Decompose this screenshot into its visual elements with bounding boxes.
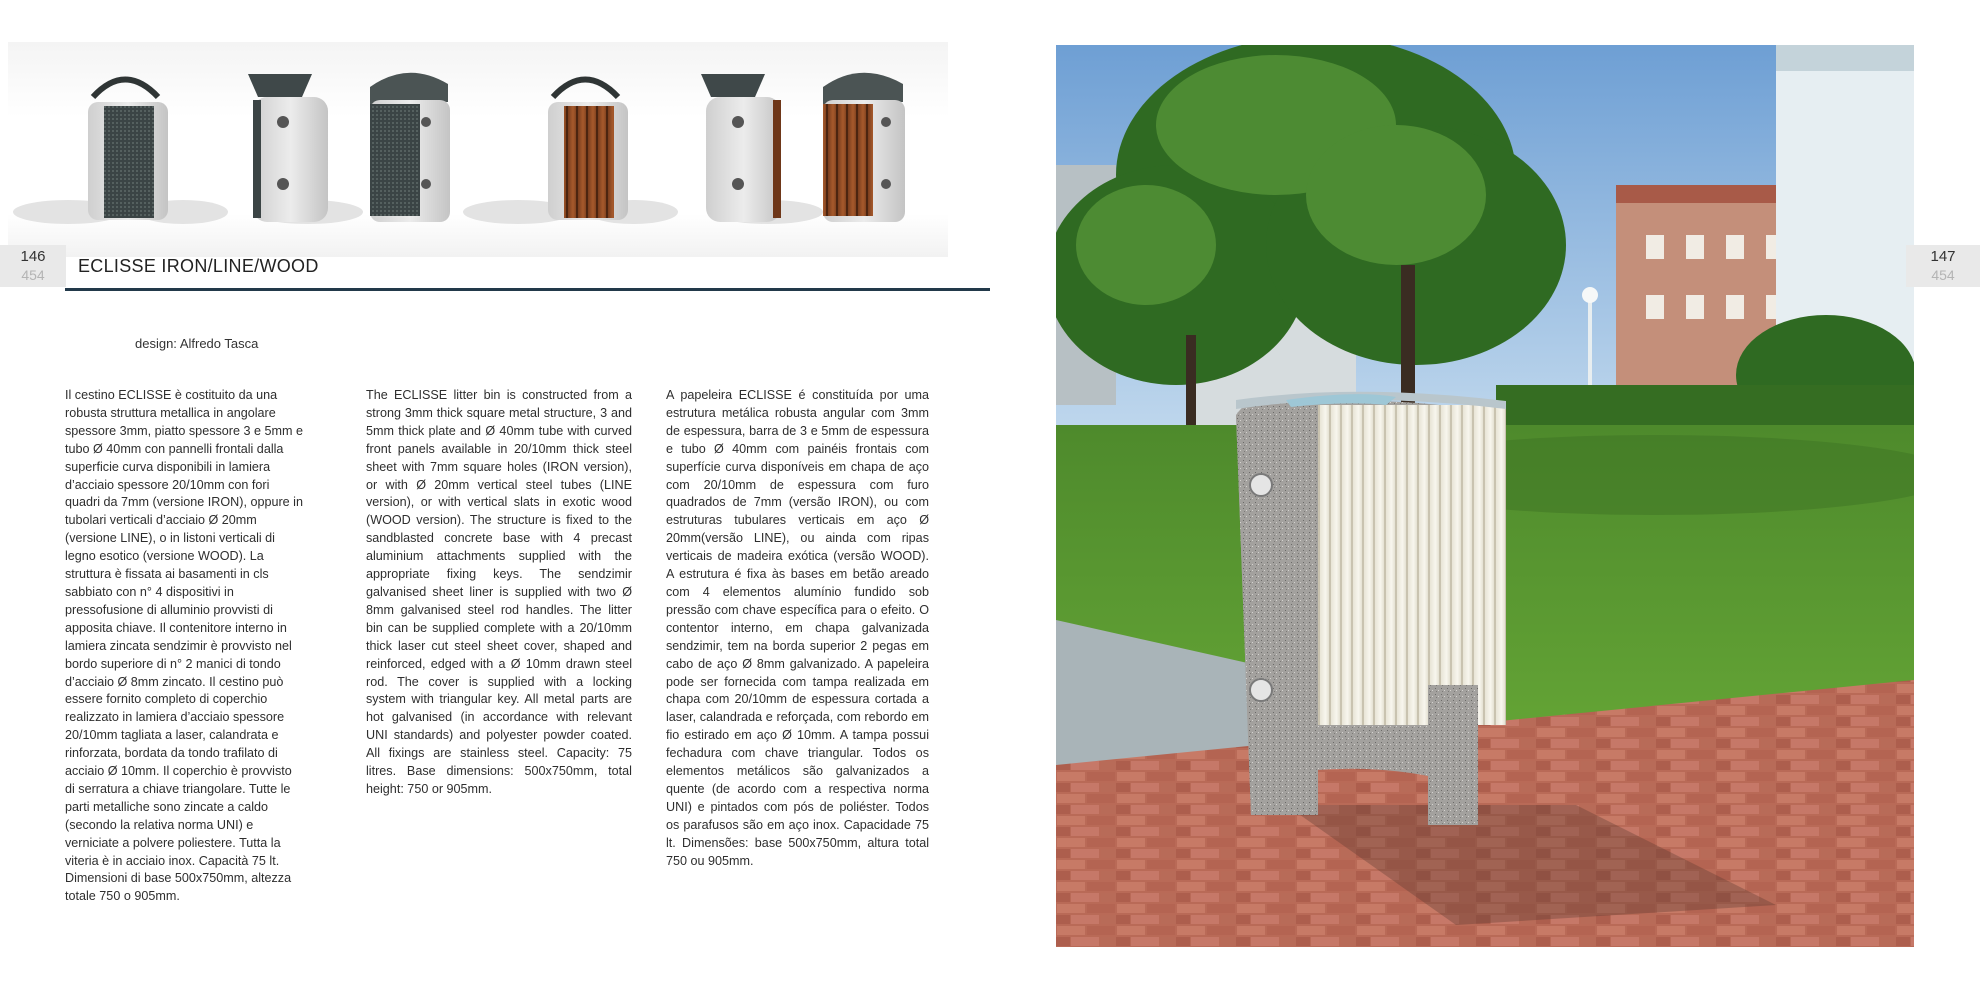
page-number: 146	[20, 248, 46, 265]
page-total: 454	[1931, 267, 1955, 283]
description-english: The ECLISSE litter bin is constructed from a strong 3mm thick square metal structure, 3 and 5mm thick plate and Ø 40mm tube with curved front panels available in 20/10mm thick steel sheet with 7mm square holes (IRON version), or with Ø 20mm vertical steel tubes (LINE version), or with vertical slats in exotic wood (WOOD version). The structure is fixed to the sandblasted concrete base with 4 precast aluminium attachments supplied with the appropriate fixing keys. The sendzimir galvanised sheet liner is supplied with two Ø 8mm galvanised steel rod handles. The litter bin can be supplied complete with a 20/10mm thick laser cut steel sheet cover, shaped and reinforced, edged with a Ø 10mm drawn steel rod. The cover is supplied with a locking system with triangular key. All metal parts are hot galvanised (in accordance with relevant UNI standards) and polyester powder coated. All fixings are stainless steel. Capacity: 75 litres. Base dimensions: 500x750mm, total height: 750 or 905mm.	[366, 388, 632, 796]
page-marker-left	[0, 245, 66, 287]
product-variants-illustration	[8, 42, 948, 257]
product-variants-strip	[8, 42, 948, 257]
page-total: 454	[21, 267, 45, 283]
product-photo	[1056, 45, 1914, 947]
bin-iron-covered-thumbnail	[370, 73, 450, 222]
designer-credit: design: Alfredo Tasca	[135, 336, 259, 351]
bin-wood-open-thumbnail	[548, 80, 628, 221]
title-divider	[65, 288, 990, 291]
litter-bin-photo-subject	[1236, 392, 1506, 825]
description-portuguese: A papeleira ECLISSE é constituída por uma estrutura metálica robusta angular com 3mm de espessura, barra de 3 e 5mm de espessura e tubo Ø 40mm com painéis frontais com superfície curva disponíveis em chapa de aço com 20/10mm de espessura com furo quadrados de 7mm (versão IRON), ou com estruturas tubulares verticais em aço Ø 20mm(versão LINE), ou ainda com ripas verticais de madeira exótica (versão WOOD). A estrutura é fixa às bases em betão areado com 4 elementos alumínio fundido sob pressão com chave específica para o efeito. O contentor interno, em chapa galvanizada sendzimir, tem na borda superior 2 pegas em cabo de aço Ø 8mm galvanizado. A papeleira pode ser fornecida com tampa realizada em chapa com 20/10mm de espessura cortada a laser, calandrada e reforçada, com rebordo em fio estirado em aço Ø 10mm. A tampa possui fechadura com chave triangular. Todos os elementos metálicos são galvanizados a quente (de acordo com a respectiva norma UNI) e pintados com pós de poliéster. Todos os parafusos são em aço inox. Capacidade 75 lt. Dimensões: base 500x750mm, altura total 750 ou 905mm.	[666, 388, 929, 868]
product-title: ECLISSE IRON/LINE/WOOD	[78, 256, 319, 276]
bin-wood-covered-thumbnail	[823, 73, 905, 222]
page-marker-right	[1906, 245, 1980, 287]
bin-iron-open-thumbnail	[88, 80, 168, 221]
bin-wood-side-thumbnail	[701, 74, 781, 222]
description-italian: Il cestino ECLISSE è costituito da una robusta struttura metallica in angolare spessore 3mm, piatto spessore 3 e 5mm e tubo Ø 40mm con pannelli frontali dalla superficie curva disponibili in lamiera d’acciaio spessore 20/10mm con fori quadri da 7mm (versione IRON), oppure in tubolari verticali d’acciaio Ø 20mm (versione LINE), o in listoni verticali di legno esotico (versione WOOD). La struttura è fissata ai basamenti in cls sabbiato con n° 4 dispositivi in pressofusione di alluminio provvisti di apposita chiave. Il contenitore interno in lamiera zincata sendzimir è provvisto nel bordo superiore di n° 2 manici di tondo d’acciaio Ø 8mm zincato. Il cestino può essere fornito completo di coperchio realizzato in lamiera d’acciaio spessore 20/10mm tagliata a laser, calandrata e rinforzata, bordata da tondo trafilato di acciaio Ø 10mm. Il coperchio è provvisto di serratura a chiave triangolare. Tutte le parti metalliche sono zincate a caldo (secondo la relativa norma UNI) e verniciate a polvere poliestere. Tutta la viteria è in acciaio inox. Capacità 75 lt. Dimensioni di base 500x750mm, altezza totale 750 o 905mm.	[65, 388, 303, 904]
litter-bin-in-park-photo	[1056, 45, 1914, 947]
page-number: 147	[1930, 248, 1956, 265]
bin-iron-side-thumbnail	[248, 74, 328, 222]
